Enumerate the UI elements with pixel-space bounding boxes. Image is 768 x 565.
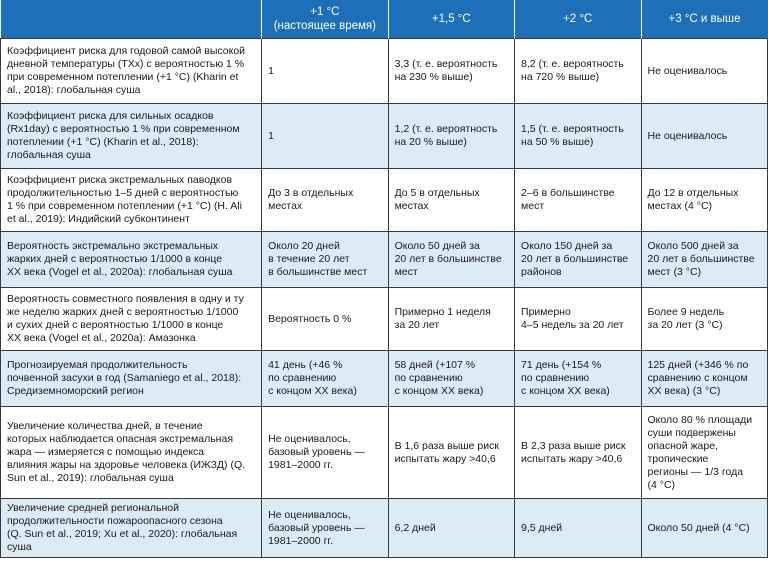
table-row	[1, 104, 768, 169]
row-description: Увеличение количества дней, в течение которых наблюдается опасная экстремальная жара — измеряется с помощью индекса влияния жары на здоровье человека (ИЖЗД) (Q. Sun et al., 2019): глобальная суша	[1, 407, 262, 499]
cell-plus1-5: До 5 в отдельных местах	[388, 169, 514, 232]
cell-plus3: Около 50 дней (4 °C)	[641, 499, 768, 558]
table-row	[1, 169, 768, 232]
cell-plus3: Более 9 недель за 20 лет (3 °C)	[641, 288, 768, 351]
cell-plus1: Вероятность 0 %	[262, 288, 388, 351]
cell-plus1: Не оценивалось, базовый уровень — 1981–2000 гг.	[262, 499, 388, 558]
cell-plus1-5: Примерно 1 неделя за 20 лет	[388, 288, 514, 351]
cell-plus2: 9,5 дней	[515, 499, 641, 558]
table-row	[1, 39, 768, 104]
row-description: Прогнозируемая продолжительность почвенной засухи в год (Samaniego et al., 2018): Средиземноморский регион	[1, 351, 262, 407]
cell-plus3: Не оценивалось	[641, 39, 768, 104]
cell-plus2: 71 день (+154 % по сравнению с концом XX века)	[515, 351, 641, 407]
cell-plus1-5: В 1,6 раза выше риск испытать жару >40,6	[388, 407, 514, 499]
cell-plus1: 1	[262, 39, 388, 104]
cell-plus3: Около 80 % площади суши подвержены опасной жаре, тропические регионы — 1/3 года (4 °C)	[641, 407, 768, 499]
header-blank	[1, 0, 262, 39]
table-row	[1, 288, 768, 351]
cell-plus3: Не оценивалось	[641, 104, 768, 169]
header-plus1-5: +1,5 °C	[388, 0, 514, 39]
header-row	[1, 0, 768, 39]
cell-plus2: В 2,3 раза выше риск испытать жару >40,6	[515, 407, 641, 499]
cell-plus1-5: 3,3 (т. е. вероятность на 230 % выше)	[388, 39, 514, 104]
cell-plus1-5: Около 50 дней за 20 лет в большинстве мест	[388, 232, 514, 288]
table-row	[1, 499, 768, 558]
cell-plus1: Около 20 дней в течение 20 лет в большинстве мест	[262, 232, 388, 288]
cell-plus1-5: 58 дней (+107 % по сравнению с концом XX века)	[388, 351, 514, 407]
table-row	[1, 407, 768, 499]
row-description: Коэффициент риска экстремальных паводков продолжительностью 1–5 дней с вероятностью 1 % при современном потеплении (+1 °C) (H. Ali et al., 2019): Индийский субконтинент	[1, 169, 262, 232]
header-plus1: +1 °C (настоящее время)	[262, 0, 388, 39]
cell-plus1: До 3 в отдельных местах	[262, 169, 388, 232]
row-description: Коэффициент риска для сильных осадков (Rx1day) с вероятностью 1 % при современном потеплении (+1 °C) (Kharin et al., 2018): глобальная суша	[1, 104, 262, 169]
cell-plus1: 41 день (+46 % по сравнению с концом XX века)	[262, 351, 388, 407]
cell-plus3: Около 500 дней за 20 лет в большинстве мест (3 °C)	[641, 232, 768, 288]
cell-plus2: Около 150 дней за 20 лет в большинстве районов	[515, 232, 641, 288]
cell-plus2: Примерно 4–5 недель за 20 лет	[515, 288, 641, 351]
cell-plus1-5: 6,2 дней	[388, 499, 514, 558]
header-plus2: +2 °C	[515, 0, 641, 39]
cell-plus3: 125 дней (+346 % по сравнению с концом XX века) (3 °C)	[641, 351, 768, 407]
row-description: Коэффициент риска для годовой самой высокой дневной температуры (TXx) с вероятностью 1 % при современном потеплении (+1 °C) (Kharin et al., 2018): глобальная суша	[1, 39, 262, 104]
cell-plus3: До 12 в отдельных местах (4 °C)	[641, 169, 768, 232]
row-description: Вероятность экстремально экстремальных жарких дней с вероятностью 1/1000 в конце XX века (Vogel et al., 2020a): глобальная суша	[1, 232, 262, 288]
row-description: Вероятность совместного появления в одну и ту же неделю жарких дней с вероятностью 1/1000 и сухих дней с вероятностью 1/1000 в конце XX века (Vogel et al., 2020a): Амазонка	[1, 288, 262, 351]
cell-plus2: 1,5 (т. е. вероятность на 50 % выше)	[515, 104, 641, 169]
cell-plus1-5: 1,2 (т. е. вероятность на 20 % выше)	[388, 104, 514, 169]
table-row	[1, 232, 768, 288]
cell-plus2: 2–6 в большинстве мест	[515, 169, 641, 232]
cell-plus2: 8,2 (т. е. вероятность на 720 % выше)	[515, 39, 641, 104]
row-description: Увеличение средней региональной продолжительности пожароопасного сезона (Q. Sun et al., 2019; Xu et al., 2020): глобальная суша	[1, 499, 262, 558]
cell-plus1: Не оценивалось, базовый уровень — 1981–2000 гг.	[262, 407, 388, 499]
table-row	[1, 351, 768, 407]
header-plus3: +3 °C и выше	[641, 0, 768, 39]
cell-plus1: 1	[262, 104, 388, 169]
